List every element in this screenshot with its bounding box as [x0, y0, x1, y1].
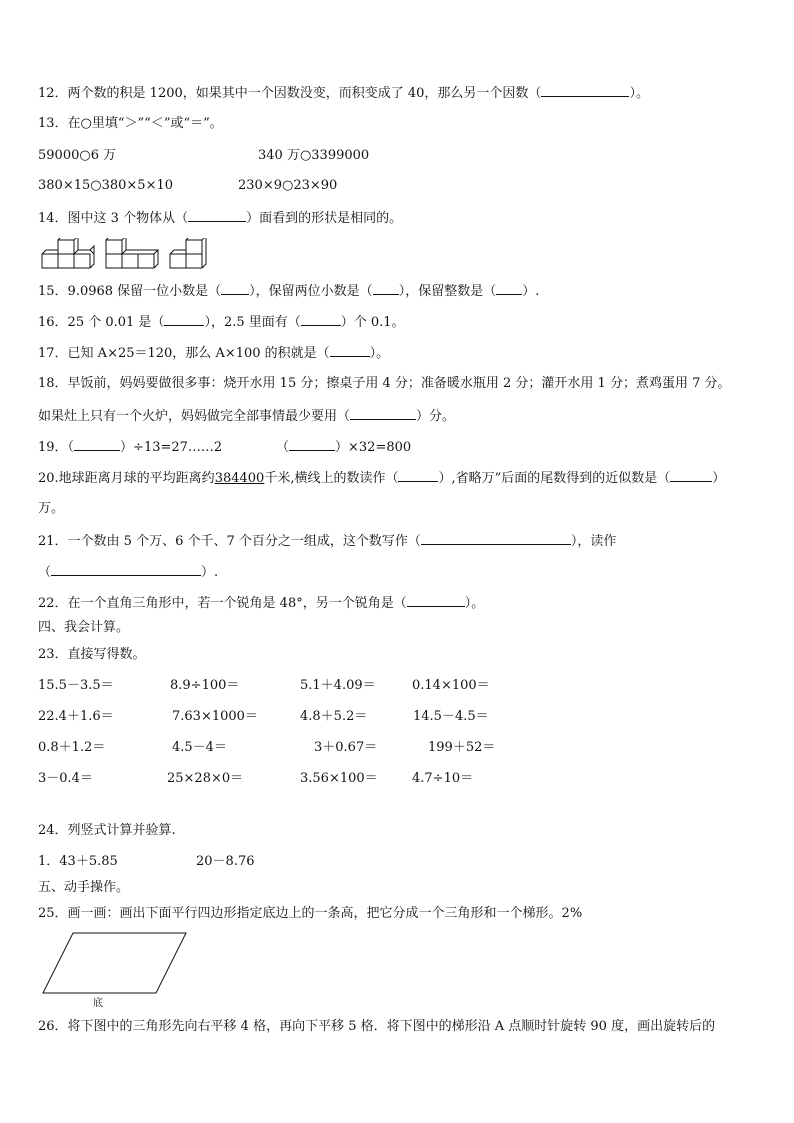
- question-14: [38, 209, 402, 227]
- q21-text: ），读作: [570, 534, 617, 549]
- section-4-heading: 四、我会计算。: [38, 620, 130, 635]
- q21-blank-2[interactable]: [51, 563, 201, 576]
- cube-figure-3: [170, 238, 206, 268]
- question-23-title: 23．直接写得数。: [38, 647, 146, 662]
- q14-text-end: ）面看到的形状是相同的。: [246, 211, 403, 226]
- q16-blank-2[interactable]: [301, 313, 341, 326]
- q12-answer-blank[interactable]: [541, 84, 629, 97]
- base-label: 底: [93, 998, 103, 1009]
- q14-answer-blank[interactable]: [188, 209, 246, 222]
- q20-blank-1[interactable]: [398, 469, 438, 482]
- q17-blank[interactable]: [330, 344, 370, 357]
- q24-item-1: 1．43＋5.85: [38, 854, 118, 869]
- q20-text: ）: [712, 471, 726, 486]
- question-24-title: 24．列竖式计算并验算.: [38, 823, 176, 838]
- q22-text: 22．在一个直角三角形中，若一个锐角是 48°，另一个锐角是（: [38, 596, 407, 611]
- calc-item: 15.5－3.5＝: [38, 678, 114, 693]
- q17-text: 17．已知 A×25＝120，那么 A×100 的积就是（: [38, 346, 330, 361]
- q18-text: 如果灶上只有一个火炉，妈妈做完全部事情最少要用（: [38, 409, 351, 424]
- parallelogram-figure[interactable]: [40, 930, 190, 1010]
- cube-figure-1: [42, 238, 94, 268]
- calc-item: 4.7÷10＝: [412, 771, 474, 786]
- q17-text: ）。: [369, 346, 390, 361]
- calc-item: 0.14×100＝: [412, 678, 490, 693]
- q21-blank-1[interactable]: [421, 532, 571, 545]
- q13-item[interactable]: 59000○6 万: [38, 148, 117, 163]
- q15-blank-3[interactable]: [496, 282, 522, 295]
- question-20: [38, 469, 725, 487]
- q13-item[interactable]: 380×15○380×5×10: [38, 178, 174, 193]
- q20-underlined-number: 384400: [214, 471, 265, 486]
- q21-text: ）.: [201, 565, 219, 580]
- q12-text: 12．两个数的积是 1200，如果其中一个因数没变，而积变成了 40，那么另一个因数（: [38, 86, 542, 101]
- calc-item: 4.8＋5.2＝: [300, 709, 368, 724]
- q15-text: 15．9.0968 保留一位小数是（: [38, 284, 222, 299]
- question-22: [38, 594, 484, 612]
- q20-text: 20.地球距离月球的平均距离约: [38, 471, 215, 486]
- q15-text: ），保留两位小数是（: [249, 284, 373, 299]
- q24-item-2: 20－8.76: [196, 854, 255, 869]
- q13-item[interactable]: 340 万○3399000: [258, 148, 370, 163]
- calc-item: 7.63×1000＝: [172, 709, 258, 724]
- question-21-line2: [38, 563, 218, 581]
- q21-text: 21．一个数由 5 个万、6 个千、7 个百分之一组成，这个数写作（: [38, 534, 421, 549]
- section-5-heading: 五、动手操作。: [38, 880, 130, 895]
- q20-text: ）,省略万”后面的尾数得到的近似数是（: [438, 471, 671, 486]
- q19-blank-1[interactable]: [74, 438, 120, 451]
- q19-text: ）×32=800: [335, 440, 412, 455]
- q16-text: 16．25 个 0.01 是（: [38, 315, 165, 330]
- calc-item: 199＋52＝: [428, 740, 496, 755]
- question-25: 25．画一画：画出下面平行四边形指定底边上的一条高，把它分成一个三角形和一个梯形。2%: [38, 906, 583, 921]
- question-17: [38, 344, 389, 362]
- question-18-line2: [38, 407, 455, 425]
- question-19b: [276, 438, 411, 456]
- question-21: [38, 532, 616, 550]
- question-19a: [38, 438, 222, 456]
- calc-item: 8.9÷100＝: [170, 678, 240, 693]
- q18-blank[interactable]: [350, 407, 416, 420]
- q15-blank-1[interactable]: [221, 282, 249, 295]
- q16-blank-1[interactable]: [164, 313, 204, 326]
- q22-blank[interactable]: [407, 594, 465, 607]
- q19-text: （: [276, 440, 290, 455]
- calc-item: 4.5－4＝: [172, 740, 227, 755]
- q12-text-end: ）。: [629, 86, 649, 101]
- calc-item: 25×28×0＝: [167, 771, 244, 786]
- calc-item: 0.8＋1.2＝: [38, 740, 106, 755]
- calc-item: 22.4＋1.6＝: [38, 709, 114, 724]
- question-26: 26．将下图中的三角形先向右平移 4 格，再向下平移 5 格．将下图中的梯形沿 A 点顺时针旋转 90 度，画出旋转后的: [38, 1019, 716, 1034]
- q13-item[interactable]: 230×9○23×90: [238, 178, 338, 193]
- calc-item: 3－0.4＝: [38, 771, 93, 786]
- q18-text: ）分。: [416, 409, 456, 424]
- q15-text: ）.: [522, 284, 540, 299]
- q16-text: ），2.5 里面有（: [204, 315, 301, 330]
- q14-text: 14．图中这 3 个物体从（: [38, 211, 189, 226]
- q15-text: ），保留整数是（: [398, 284, 497, 299]
- question-12: [38, 84, 649, 102]
- q19-text: 19．（: [38, 440, 75, 455]
- q22-text: ）。: [464, 596, 485, 611]
- parallelogram-shape: [43, 933, 186, 993]
- calc-item: 5.1＋4.09＝: [300, 678, 376, 693]
- q21-text: （: [38, 565, 52, 580]
- cube-figures: [40, 238, 210, 270]
- question-13-title: 13．在○里填“＞”“＜”或“＝”。: [38, 116, 223, 131]
- cube-figure-2: [106, 238, 158, 268]
- q20-blank-2[interactable]: [670, 469, 712, 482]
- calc-item: 3＋0.67＝: [314, 740, 378, 755]
- calc-item: 3.56×100＝: [300, 771, 378, 786]
- question-16: [38, 313, 405, 331]
- q15-blank-2[interactable]: [373, 282, 399, 295]
- question-15: [38, 282, 539, 300]
- calc-item: 14.5－4.5＝: [413, 709, 489, 724]
- question-18-line1: 18．早饭前，妈妈要做很多事：烧开水用 15 分；擦桌子用 4 分；准备暖水瓶用 2 分；灌开水用 1 分；煮鸡蛋用 7 分。: [38, 376, 731, 391]
- q19-blank-2[interactable]: [289, 438, 335, 451]
- q20-text: 千米,横线上的数读作（: [264, 471, 399, 486]
- q16-text: ）个 0.1。: [340, 315, 405, 330]
- question-20-line2: 万。: [38, 501, 65, 516]
- q19-text: ）÷13=27……2: [120, 440, 223, 455]
